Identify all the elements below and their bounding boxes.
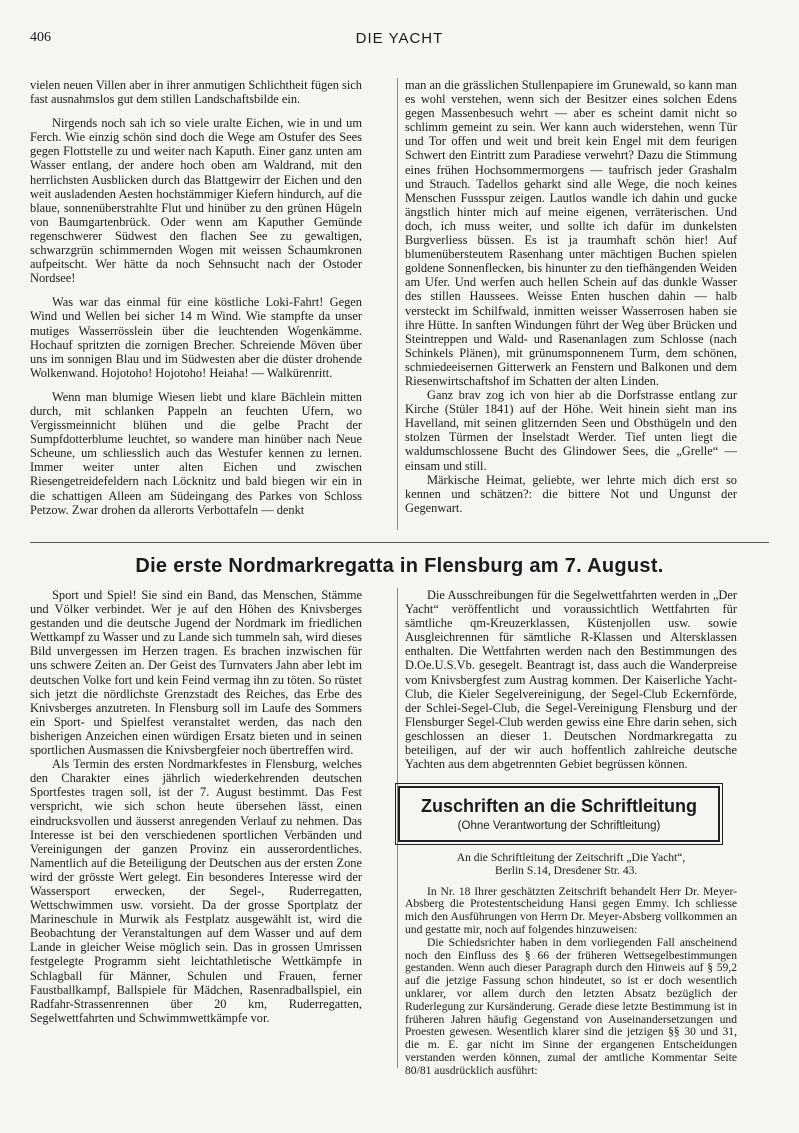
paragraph: man an die grässlichen Stullenpapiere im Grunewald, so kann man es wohl verstehen, wenn sich der Besitzer eines solchen Edens gegen Massenbesuch wehrt — aber es scheint damit nicht so schlimm gemeint zu sein. Wer kann auch widerstehen, wenn Tür und Tor offen und weit und breit kein Engel mit dem feurigen Schwert den Eintritt zum Paradiese verwehrt? Dazu die Stimmung eines frühen Hochsommermorgens — taufrisch jeder Grashalm und Strauch. Tadellos geharkt sind alle Wege, die noch keines Menschen Fussspur zeigen. Lautlos wandle ich dahin und gucke ängstlich hinter mich auf meine eigenen, verräterischen. Und doch, ich muss weiter, und sollte ich dafür im dunkelsten Burgverliess büssen. Es ist ja traumhaft schön hier! Auf blumenübersteutem Rasenhang unter mächtigen Buchen spielen goldene Sonnenflecken, bis hinunter zu den tiefhängenden Weiden am Ufer. Und werfen auch hellen Schein auf das dunkle Wasser des stillen Haussees. Weisse Enten huschen dahin — halb versteckt im Schilfwald, inmitten weisser Wasserrosen haben sie ihre Hütte. In sanften Windungen führt der Weg über Brücken und Steintreppen und Wald- und Rasenanlagen zum Schlosse (nach Schinkels Plänen), mit grünumsponnenem Turm, dem schönen, schmiedeeisernen Gitterwerk an Fenstern und Balkonen und dem Riesenwirtschaftshof im Schatten der alten Linden. bbox=[405, 78, 737, 388]
paragraph: Märkische Heimat, geliebte, wer lehrte mich dich erst so kennen und schätzen?: die bittere Not und Ungunst der Gegenwart. bbox=[405, 472, 737, 515]
paragraph: Ganz brav zog ich von hier ab die Dorfstrasse entlang zur Kirche (Stüler 1841) auf der Höhe. Weit hinein sieht man ins Havelland, mit seinen glitzernden Seen und Obsthügeln und den stolzen Türmen der Inselstadt Werder. Tief unten liegt die waldumschlossene Bucht des Glindower Sees, die „Grelle“ — einsam und still. bbox=[405, 388, 737, 473]
paragraph: Wenn man blumige Wiesen liebt und klare Bächlein mitten durch, mit schlanken Pappeln an feuchten Ufern, wo Vergissmeinnicht blühen und die gelbe Pracht der Sumpfdotterblume leuchtet, so wandere man hinüber nach Neue Scheune, um schliesslich auch das Westufer kennen zu lernen. Immer weiter unter alten Eichen und zwischen Riesengetreidefeldern nach Löcknitz und bald biegen wir ein in die schattigen Alleen am Südeingang des Parkes von Schloss Petzow. Zwar drohen da allerorts Verbottafeln — denkt bbox=[30, 389, 362, 517]
letter-address-line: Berlin S.14, Dresdener Str. 43. bbox=[495, 863, 638, 877]
letters-section-subtitle: (Ohne Verantwortung der Schriftleitung) bbox=[457, 820, 661, 832]
page-header bbox=[30, 30, 769, 52]
letters-section-title: Zuschriften an die Schriftleitung bbox=[420, 796, 698, 816]
section-title: Die erste Nordmarkregatta in Flensburg am 7. August. bbox=[135, 555, 664, 577]
paragraph: Nirgends noch sah ich so viele uralte Eichen, wie in und um Ferch. Wie einzig schön sind doch die Wege am Ostufer des Sees gegen Flottstelle zu und weiter nach Kaputh. Einer ganz unten am Wasser entlang, der andere hoch oben am Waldrand, mit den herrlichsten Ausblicken durch das Blattgewirr der Eichen und den weit ausladenden Aesten hochstämmiger Kiefern hindurch, auf die blaue, sonnenüberstrahlte Flut und hinüber zu den grünen Hügeln von Baumgartenbrück. Oder wenn am Kaputher Gemünde regenschwerer Südwest den flachen See zu gewaltigen, schwarzgrün schimmernden Wogen mit weissen Schaumkronen aufpeitscht. Wer hätte da noch Sehnsucht nach der Ostoder Nordsee! bbox=[30, 116, 362, 286]
column-divider bbox=[397, 78, 398, 530]
page-number: 406 bbox=[30, 30, 51, 45]
paragraph: Die Ausschreibungen für die Segelwettfahrten werden in „Der Yacht“ veröffentlicht und voraussichtlich Wettfahrten für sämtliche qm-Kreuzerklassen, Küstenjollen usw. sowie Ausgleichrennen für sämtliche R-Klassen und Altersklassen enthalten. Die Wettfahrten werden nach den Bestimmungen des D.Oe.U.S.Vb. gesegelt. Beantragt ist, dass auch die Wanderpreise vom Knivsbergfest zum Austrag kommen. Der Kaiserliche Yacht-Club, die Kieler Segelvereinigung, der Segel-Club Eckernförde, der Schlei-Segel-Club, die Segel-Vereinigung Flensburg und der Flensburger Segel-Club werden gewiss eine Ehre darin sehen, sich geschlossen an dieser 1. Deutschen Nordmarkregatta zu beteiligen, auf der wir auch hoffentlich zahlreiche deutsche Yachten aus dem abgetrennten Gebiet begrüssen können. bbox=[405, 588, 737, 772]
letter-column bbox=[405, 852, 737, 1078]
article-left-column bbox=[30, 78, 362, 517]
paragraph: Als Termin des ersten Nordmarkfestes in Flensburg, welches den Charakter eines jährlich wiederkehrenden deutschen Sportfestes tragen soll, ist der 7. August bestimmt. Das Fest verspricht, wie sich schon heute übersehen lässt, einen eindrucksvollen und äusserst anregenden Verlauf zu nehmen. Das Interesse ist bei den verschiedenen sportlichen Verbänden und Vereinigungen der ganzen Provinz ein ausserordentliches. Namentlich auf die Beteiligung der Deutschen aus der ersten Zone wird der grösste Wert gelegt. Ein besonderes Interesse wird der Wassersport erwecken, der Segel-, Ruderregatten, Wettschwimmen usw. vorsieht. Da der grosse Sportplatz der Marineschule in Murwik als Festplatz ausgewählt ist, wird die Beobachtung der Veranstaltungen auf dem Wasser und auf dem Lande in gleicher Weise möglich sein. Das in grossen Umrissen festgelegte Programm sieht leichtathletische Wettkämpfe in Schlagball für Männer, Schulen und Frauen, ferner Faustballkampf, Ballspiele für Mädchen, Rasenradballspiel, ein Radfahr-Strassenrennen über 20 km, Ruderregatten, Segelwettfahrten und Schwimmwettkämpfe vor. bbox=[30, 757, 362, 1025]
journal-title: DIE YACHT bbox=[355, 30, 444, 47]
section-rule bbox=[30, 542, 769, 543]
letters-section-box bbox=[398, 786, 720, 842]
regatta-left-column bbox=[30, 588, 362, 1025]
regatta-right-column bbox=[405, 588, 737, 771]
paragraph: In Nr. 18 Ihrer geschätzten Zeitschrift behandelt Herr Dr. Meyer-Absberg die Protestentscheidung Hansi gegen Emmy. Ich schliesse mich den Ausführungen von Herrn Dr. Meyer-Absberg vollkommen an und gestatte mir, noch auf folgendes hinzuweisen: bbox=[405, 884, 737, 936]
article-right-column bbox=[405, 78, 737, 515]
paragraph: Sport und Spiel! Sie sind ein Band, das Menschen, Stämme und Völker verbindet. Wer je auf den Höhen des Knivsberges gestanden und die deutsche Jugend der Nordmark im friedlichen Wettkampf zu Wasser und zu Lande sich tummeln sah, wird dieses Bild unvergessen im Herzen tragen. Es brachen inzwischen für uns schwere Zeiten an. Der Geist des Turnvaters Jahn aber lebt im deutschen Volke fort und kein Feind vermag ihn zu töten. So rüstet sich jetzt die nördlichste Grenzstadt des Reiches, das Erbe des Knivsberges anzutreten. In Flensburg soll im Laufe des Sommers ein Sport- und Spielfest veranstaltet werden, das nach den bisherigen Anzeichen einen würdigen Ersatz bieten und in seinen sportlichen Ausmassen die Knivsbergfeier noch übertreffen wird. bbox=[30, 588, 362, 758]
paragraph: Die Schiedsrichter haben in dem vorliegenden Fall anscheinend noch den Einfluss des § 66 der früheren Wettsegelbestimmungen gestanden. Wenn auch dieser Paragraph durch den Hinweis auf § 59,2 auf die jetzige Fassung schon hindeutet, so ist er doch wesentlich unklarer, vor allem durch den letzten Absatz bezüglich der Ruderlegung zur Kursänderung. Gerade diese letzte Bestimmung ist in früheren Jahren häufig Gegenstand von Auseinandersetzungen und Proesten gewesen. Wesentlich klarer sind die jetzigen §§ 30 und 31, die m. E. gar nicht im Sinne der ergangenen Entscheidungen verstanden werden können, zumal der amtliche Kommentar Seite 80/81 ausdrücklich ausführt: bbox=[405, 935, 737, 1077]
paragraph: vielen neuen Villen aber in ihrer anmutigen Schlichtheit fügen sich fast ausnahmslos gut dem stillen Landschaftsbilde ein. bbox=[30, 78, 362, 107]
paragraph: Was war das einmal für eine köstliche Loki-Fahrt! Gegen Wind und Wellen bei sicher 14 m Wind. Wie stampfte da unser mutiges Wasserrösslein über die leuchtenden Wogenkämme. Hochauf spritzten die zornigen Brecher. Schreiende Möven über uns im sonnigen Blau und im Südwesten aber die düster drohende Wolkenwand. Hojotoho! Hojotoho! Heiaha! — Walkürenritt. bbox=[30, 295, 362, 380]
letter-address-line: An die Schriftleitung der Zeitschrift „Die Yacht“, bbox=[456, 851, 686, 864]
